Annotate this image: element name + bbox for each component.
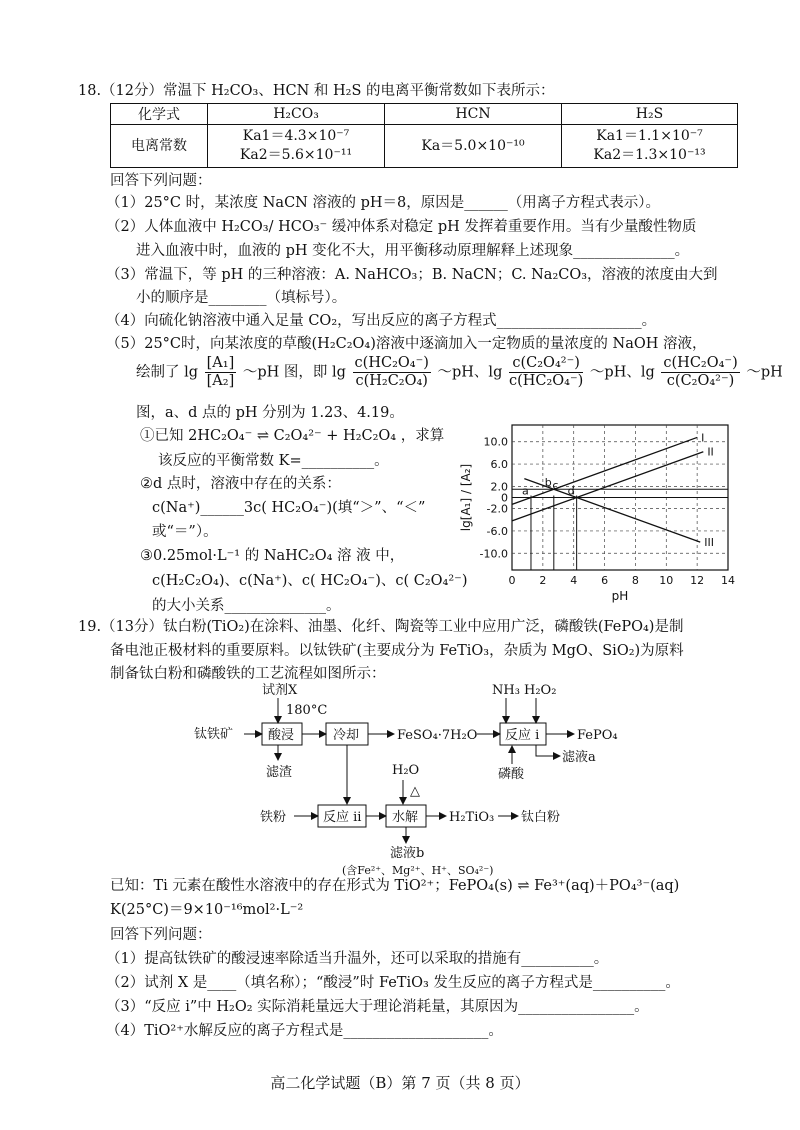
point-label-a: a bbox=[521, 484, 529, 498]
lg-ratio-vs-ph-chart bbox=[440, 415, 740, 603]
formula-text: ～pH bbox=[746, 364, 783, 381]
hcn-constant: Ka＝5.0×10⁻¹⁰ bbox=[385, 125, 562, 168]
x-tick-label: 8 bbox=[631, 574, 639, 587]
flow-temp: 180°C bbox=[286, 703, 328, 718]
flow-residue: 滤渣 bbox=[266, 765, 293, 780]
q18-sub2-line3: 或“＝”）。 bbox=[152, 524, 218, 540]
y-tick-label: 10.0 bbox=[483, 435, 508, 449]
q18-part2-line2: 进入血液中时，血液的 pH 变化不大，用平衡移动原理解释上述现象______________。 bbox=[136, 243, 690, 259]
x-axis-label: pH bbox=[611, 589, 629, 603]
q18-header: 18.（12分）常温下 H₂CO₃、HCN 和 H₂S 的电离平衡常数如下表所示： bbox=[78, 83, 555, 99]
q18-part5-line3: 图，a、d 点的 pH 分别为 1.23、4.19。 bbox=[136, 405, 404, 421]
fraction: $\frac{\text{c(C₂O₄²⁻)}}{\text{c(HC₂O₄⁻)}}$ bbox=[508, 355, 584, 389]
point-label-d: d bbox=[567, 484, 575, 498]
q19-part2: （2）试剂 X 是____（填名称）；“酸浸”时 FeTiO₃ 发生反应的离子方程式是__________。 bbox=[106, 975, 680, 991]
answer-prompt: 回答下列问题： bbox=[110, 173, 212, 189]
y-tick-label: -2.0 bbox=[486, 502, 508, 516]
x-tick-label: 4 bbox=[570, 574, 578, 587]
flow-cool: 冷却 bbox=[333, 728, 360, 743]
q18-part2-line1: （2）人体血液中 H₂CO₃/ HCO₃⁻ 缓冲体系对稳定 pH 发挥着重要作用。当有少量酸性物质 bbox=[106, 219, 697, 235]
h2co3-ka1: Ka1＝4.3×10⁻⁷ bbox=[242, 128, 350, 144]
x-tick-label: 12 bbox=[690, 574, 705, 587]
h2s-ka2: Ka2＝1.3×10⁻¹³ bbox=[593, 147, 706, 163]
flow-h2tio3: H₂TiO₃ bbox=[449, 810, 495, 825]
q18-sub3-line3: 的大小关系______________。 bbox=[152, 598, 341, 614]
table-header-cell: HCN bbox=[385, 104, 562, 125]
flow-filtrate-b-note: (含Fe²⁺、Mg²⁺、H⁺、SO₄²⁻) bbox=[342, 864, 494, 877]
q19-part4: （4）TiO²⁺水解反应的离子方程式是____________________。 bbox=[106, 1023, 503, 1039]
h2s-constants bbox=[562, 125, 738, 168]
q18-sub1-line2: 该反应的平衡常数 K=__________。 bbox=[158, 453, 389, 469]
flow-reaction-ii: 反应 ii bbox=[323, 810, 362, 825]
h2s-ka1: Ka1＝1.1×10⁻⁷ bbox=[596, 128, 703, 144]
series-label-I: I bbox=[701, 431, 705, 445]
y-tick-label: 2.0 bbox=[490, 480, 508, 494]
q19-intro-line2: 备电池正极材料的重要原料。以钛铁矿(主要成分为 FeTiO₃，杂质为 MgO、SiO₂)为原料 bbox=[110, 643, 684, 659]
y-tick-label: 6.0 bbox=[490, 458, 508, 472]
fraction: $\frac{\text{c(HC₂O₄⁻)}}{\text{c(C₂O₄²⁻)}}$ bbox=[663, 355, 738, 389]
formula-text: 绘制了 lg bbox=[136, 364, 199, 381]
flow-reagent-x: 试剂X bbox=[262, 683, 298, 698]
q19-part1: （1）提高钛铁矿的酸浸速率除适当升温外，还可以采取的措施有__________。 bbox=[106, 951, 609, 967]
q18-sub1-line1: ①已知 2HC₂O₄⁻ ⇌ C₂O₄²⁻ + H₂C₂O₄ ，求算 bbox=[140, 428, 445, 444]
q19-known-line2: K(25°C)＝9×10⁻¹⁶mol²·L⁻² bbox=[110, 902, 304, 918]
series-label-III: III bbox=[704, 536, 714, 550]
formula-text: ～pH、lg bbox=[589, 364, 655, 381]
table-header-cell: H₂S bbox=[562, 104, 738, 125]
flow-filtrate-b: 滤液b bbox=[390, 846, 425, 861]
flow-iron-powder: 铁粉 bbox=[260, 810, 287, 825]
x-tick-label: 0 bbox=[508, 574, 516, 587]
flow-phosphoric: 磷酸 bbox=[498, 767, 525, 782]
q18-part4: （4）向硫化钠溶液中通入足量 CO₂，写出反应的离子方程式____________________。 bbox=[106, 313, 657, 329]
flow-h2o2: H₂O₂ bbox=[524, 683, 557, 698]
q19-part3: （3）“反应 i”中 H₂O₂ 实际消耗量远大于理论消耗量，其原因为________________。 bbox=[106, 999, 649, 1015]
fraction: $\frac{\text{c(HC₂O₄⁻)}}{\text{c(H₂C₂O₄)}}$ bbox=[354, 355, 429, 389]
y-axis-label: lg[A₁] / [A₂] bbox=[459, 463, 473, 532]
y-tick-label: -6.0 bbox=[486, 524, 508, 538]
h2co3-ka2: Ka2＝5.6×10⁻¹¹ bbox=[239, 147, 353, 163]
table-header-cell: 化学式 bbox=[111, 104, 208, 125]
q18-part3-line1: （3）常温下，等 pH 的三种溶液：A. NaHCO₃；B. NaCN；C. Na₂CO₃，溶液的浓度由大到 bbox=[106, 267, 718, 283]
flow-feso4: FeSO₄·7H₂O bbox=[397, 728, 478, 743]
ionization-constants-table bbox=[110, 103, 738, 168]
flow-h2o: H₂O bbox=[392, 763, 420, 778]
q18-sub2-line2: c(Na⁺)______3c( HC₂O₄⁻)(填“＞”、“＜” bbox=[152, 500, 426, 516]
q18-part1: （1）25°C 时，某浓度 NaCN 溶液的 pH＝8，原因是______（用离子方程式表示）。 bbox=[106, 195, 660, 211]
flow-ore: 钛铁矿 bbox=[194, 727, 234, 742]
q18-part3-line2: 小的顺序是________（填标号）。 bbox=[136, 290, 347, 306]
process-flow-diagram bbox=[190, 680, 750, 877]
series-label-II: II bbox=[707, 445, 714, 459]
h2co3-constants bbox=[208, 125, 385, 168]
fraction: $\frac{\text{[A₁]}}{\text{[A₂]}}$ bbox=[206, 355, 235, 389]
q19-known-line1: 已知：Ti 元素在酸性水溶液中的存在形式为 TiO²⁺；FePO₄(s) ⇌ Fe³⁺(aq)＋PO₄³⁻(aq) bbox=[110, 878, 680, 894]
y-tick-label: -10.0 bbox=[479, 547, 508, 561]
answer-prompt: 回答下列问题： bbox=[110, 927, 212, 943]
q19-intro-line3: 制备钛白粉和磷酸铁的工艺流程如图所示： bbox=[110, 666, 386, 682]
q18-part5-formula-line bbox=[136, 355, 783, 390]
flow-nh3: NH₃ bbox=[492, 683, 520, 698]
flow-titanium-white: 钛白粉 bbox=[521, 810, 561, 825]
point-label-c: c bbox=[552, 478, 559, 492]
flow-hydrolysis: 水解 bbox=[392, 810, 419, 825]
flow-filtrate-a: 滤液a bbox=[562, 750, 596, 765]
formula-text: ～pH 图，即 lg bbox=[242, 364, 346, 381]
flow-heat: △ bbox=[410, 784, 420, 799]
x-tick-label: 14 bbox=[721, 574, 735, 587]
q19-intro-line1: 19.（13分）钛白粉(TiO₂)在涂料、油墨、化纤、陶瓷等工业中应用广泛，磷酸铁(FePO₄)是制 bbox=[78, 619, 684, 635]
q18-sub2-line1: ②d 点时，溶液中存在的关系： bbox=[140, 476, 341, 492]
q18-sub3-line2: c(H₂C₂O₄)、c(Na⁺)、c( HC₂O₄⁻)、c( C₂O₄²⁻) bbox=[152, 573, 468, 589]
q18-part5-line1: （5）25°C时，向某浓度的草酸(H₂C₂O₄)溶液中逐滴加入一定物质的量浓度的 NaOH 溶液， bbox=[106, 336, 707, 352]
x-tick-label: 2 bbox=[539, 574, 547, 587]
series-line-I bbox=[512, 437, 697, 504]
point-label-b: b bbox=[544, 476, 552, 490]
table-header-cell: H₂CO₃ bbox=[208, 104, 385, 125]
flow-reaction-i: 反应 i bbox=[505, 728, 540, 743]
table-row-label: 电离常数 bbox=[111, 125, 208, 168]
x-tick-label: 6 bbox=[601, 574, 609, 587]
y-tick-label: 0 bbox=[501, 491, 508, 505]
flow-fepo4: FePO₄ bbox=[577, 728, 618, 743]
x-tick-label: 10 bbox=[659, 574, 674, 587]
flow-leach: 酸浸 bbox=[268, 728, 295, 743]
formula-text: ～pH、lg bbox=[437, 364, 503, 381]
q18-sub3-line1: ③0.25mol·L⁻¹ 的 NaHC₂O₄ 溶 液 中， bbox=[140, 548, 405, 564]
page-footer: 高二化学试题（B）第 7 页（共 8 页） bbox=[270, 1074, 530, 1092]
